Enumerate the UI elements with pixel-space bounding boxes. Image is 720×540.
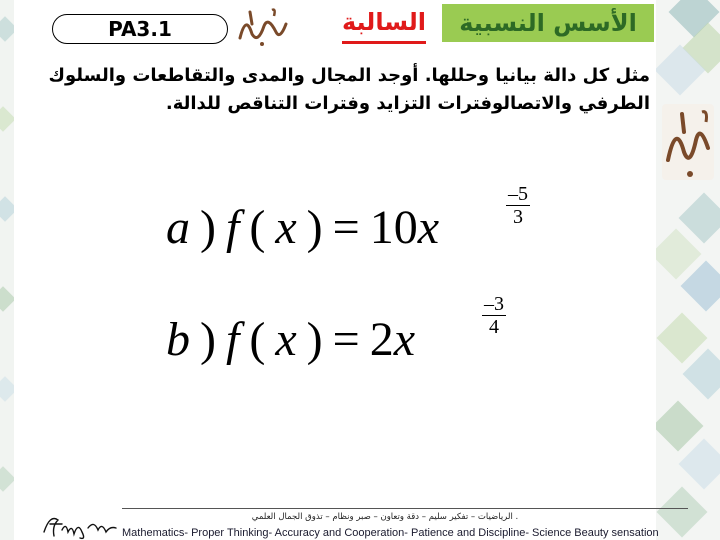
exponent-numerator: –3 (484, 293, 504, 315)
lesson-code: PA3.1 (108, 17, 172, 41)
equation-paren: ( (249, 201, 266, 254)
topic-banner (442, 4, 654, 42)
footer-english-motto: Mathematics- Proper Thinking- Accuracy and Cooperation- Patience and Discipline- Science Beauty sensation (122, 527, 659, 539)
iqra-side-logo-icon (656, 96, 720, 188)
equation-a (166, 200, 439, 255)
equation-function: f (225, 201, 240, 254)
exponent-numerator: –5 (508, 183, 528, 205)
equation-paren: ( (249, 313, 266, 366)
left-decorative-strip (0, 0, 14, 540)
equation-paren: ) (306, 313, 323, 366)
equation-base: x (393, 313, 415, 366)
equation-variable: x (275, 313, 297, 366)
instruction-line-2: الطرفي والاتصالوفترات التزايد وفترات التناقص للدالة. (165, 93, 650, 114)
equation-equals: = (332, 313, 360, 366)
instruction-line-1: مثل كل دالة بيانيا وحللها. أوجد المجال والمدى والتقاطعات والسلوك (48, 65, 650, 86)
equation-paren: ) (200, 201, 216, 254)
topic-banner-text: الأسس النسبية (459, 9, 637, 37)
equation-equals: = (332, 201, 360, 254)
lesson-code-box (52, 14, 228, 44)
equation-coefficient: 2 (369, 313, 394, 366)
equation-base: x (417, 201, 439, 254)
footer-arabic-motto: . الرياضيات – تفكير سليم – دقة وتعاون – صبر ونظام – تذوق الجمال العلمي (251, 512, 519, 522)
right-decorative-strip (656, 0, 720, 540)
instruction-text (14, 62, 650, 118)
exponent-denominator: 4 (489, 316, 499, 338)
topic-title-red: السالبة (342, 4, 426, 44)
equation-function: f (225, 313, 240, 366)
equation-paren: ) (306, 201, 323, 254)
equation-coefficient: 10 (369, 201, 418, 254)
equation-b (166, 312, 415, 367)
equation-label: b (166, 313, 190, 366)
footer-divider (122, 508, 688, 509)
exponent-a (506, 184, 530, 227)
exponent-b (482, 294, 506, 337)
signature-icon (40, 510, 120, 540)
equation-variable: x (275, 201, 297, 254)
iqra-logo-icon (232, 4, 292, 48)
equation-label: a (166, 201, 190, 254)
exponent-denominator: 3 (513, 206, 523, 228)
equation-paren: ) (200, 313, 216, 366)
